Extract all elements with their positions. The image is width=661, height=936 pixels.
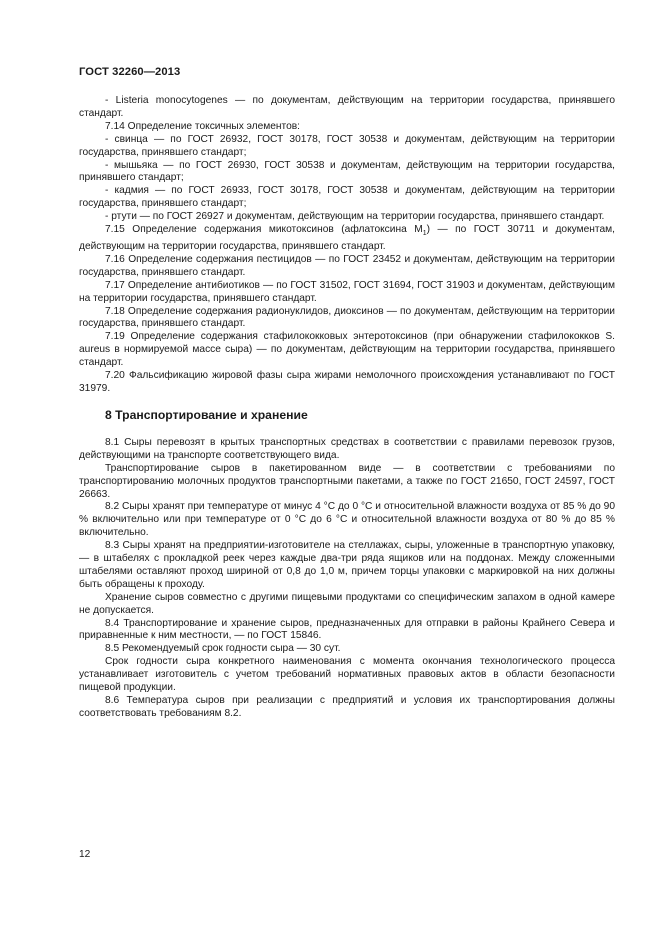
paragraph-7-14: 7.14 Определение токсичных элементов: bbox=[105, 120, 300, 132]
paragraph-arsenic: - мышьяка — по ГОСТ 26930, ГОСТ 30538 и документам, действующим на территории государства, принявшего стандарт; bbox=[79, 159, 615, 184]
page-number: 12 bbox=[79, 849, 91, 860]
aflatoxin-text-before: 7.15 Определение содержания микотоксинов (афлатоксина M bbox=[105, 224, 423, 236]
paragraph-7-16: 7.16 Определение содержания пестицидов — по ГОСТ 23452 и документам, действующим на территории государства, принявшего стандарт. bbox=[79, 253, 615, 278]
paragraph-7-17: 7.17 Определение антибиотиков — по ГОСТ 31502, ГОСТ 31694, ГОСТ 31903 и документам, действующим на территории государства, принявшего стандарт. bbox=[79, 279, 615, 304]
paragraph-7-19: 7.19 Определение содержания стафилококковых энтеротоксинов (при обнаружении стафилококков S. aureus в нормируемой массе сыра) — по документам, действующим на территории государства, принявшего стандарт. bbox=[79, 331, 615, 369]
document-body bbox=[79, 95, 615, 721]
paragraph-8-3: 8.3 Сыры хранят на предприятии-изготовителе на стеллажах, сыры, уложенные в транспортную упаковку, — в штабелях с прокладкой реек через каждые два-три ряда ящиков или на поддонах. Между сложенными штабелями оставляют проход шириной от 0,8 до 1,0 м, причем торцы упаковки с маркировкой на них должны быть обращены к проходу. bbox=[79, 540, 615, 590]
paragraph-8-4: 8.4 Транспортирование и хранение сыров, предназначенных для отправки в районы Крайнего Севера и приравненные к ним местности, — по ГОСТ 15846. bbox=[79, 617, 615, 642]
paragraph-8-2: 8.2 Сыры хранят при температуре от минус 4 °С до 0 °С и относительной влажности воздуха от 85 % до 90 % включительно или при температуре от 0 °С до 6 °С и относительной влажности воздуха от 80 % до 85 % включительно. bbox=[79, 501, 615, 539]
paragraph-8-1: 8.1 Сыры перевозят в крытых транспортных средствах в соответствии с правилами перевозок грузов, действующими на транспорте соответствующего вида. bbox=[79, 436, 615, 461]
paragraph-lead: - свинца — по ГОСТ 26932, ГОСТ 30178, ГОСТ 30538 и документам, действующим на территории государства, принявшего стандарт; bbox=[79, 133, 615, 158]
paragraph-8-3-storage: Хранение сыров совместно с другими пищевыми продуктами со специфическим запахом в одной камере не допускается. bbox=[79, 591, 615, 616]
aflatoxin-subscript: 1 bbox=[422, 230, 427, 238]
paragraph-listeria: - Listeria monocytogenes — по документам, действующим на территории государства, принявшего стандарт. bbox=[79, 95, 615, 119]
paragraph-mercury: - ртути — по ГОСТ 26927 и документам, действующим на территории государства, принявшего стандарт. bbox=[105, 211, 605, 223]
paragraph-8-6: 8.6 Температура сыров при реализации с предприятий и условия их транспортирования должны соответствовать требованиям 8.2. bbox=[79, 695, 615, 719]
paragraph-8-1-packaged: Транспортирование сыров в пакетированном виде — в соответствии с требованиями по транспортированию молочных продуктов транспортными пакетами, а также по ГОСТ 21650, ГОСТ 24597, ГОСТ 26663. bbox=[79, 462, 615, 500]
section-heading: 8 Транспортирование и хранение bbox=[105, 407, 308, 422]
paragraph-cadmium: - кадмия — по ГОСТ 26933, ГОСТ 30178, ГОСТ 30538 и документам, действующим на территории государства, принявшего стандарт; bbox=[79, 185, 615, 210]
paragraph-7-15 bbox=[79, 224, 615, 254]
spacer bbox=[79, 396, 615, 408]
paragraph-8-5-shelf-life: Срок годности сыра конкретного наименования с момента окончания технологического процесса устанавливает изготовитель с учетом требований нормативных правовых актов в области безопасности пищевой продукции. bbox=[79, 656, 615, 694]
spacer bbox=[79, 423, 615, 437]
paragraph-7-18: 7.18 Определение содержания радионуклидов, диоксинов — по документам, действующим на территории государства, принявшего стандарт. bbox=[79, 305, 615, 330]
aflatoxin-text-after: ) — по ГОСТ 30711 и документам, действующим на территории государства, принявшего стандарт. bbox=[79, 224, 615, 252]
paragraph-8-5: 8.5 Рекомендуемый срок годности сыра — 30 сут. bbox=[105, 643, 341, 655]
document-header: ГОСТ 32260—2013 bbox=[79, 66, 181, 78]
paragraph-7-20: 7.20 Фальсификацию жировой фазы сыра жирами немолочного происхождения устанавливают по ГОСТ 31979. bbox=[79, 370, 615, 394]
